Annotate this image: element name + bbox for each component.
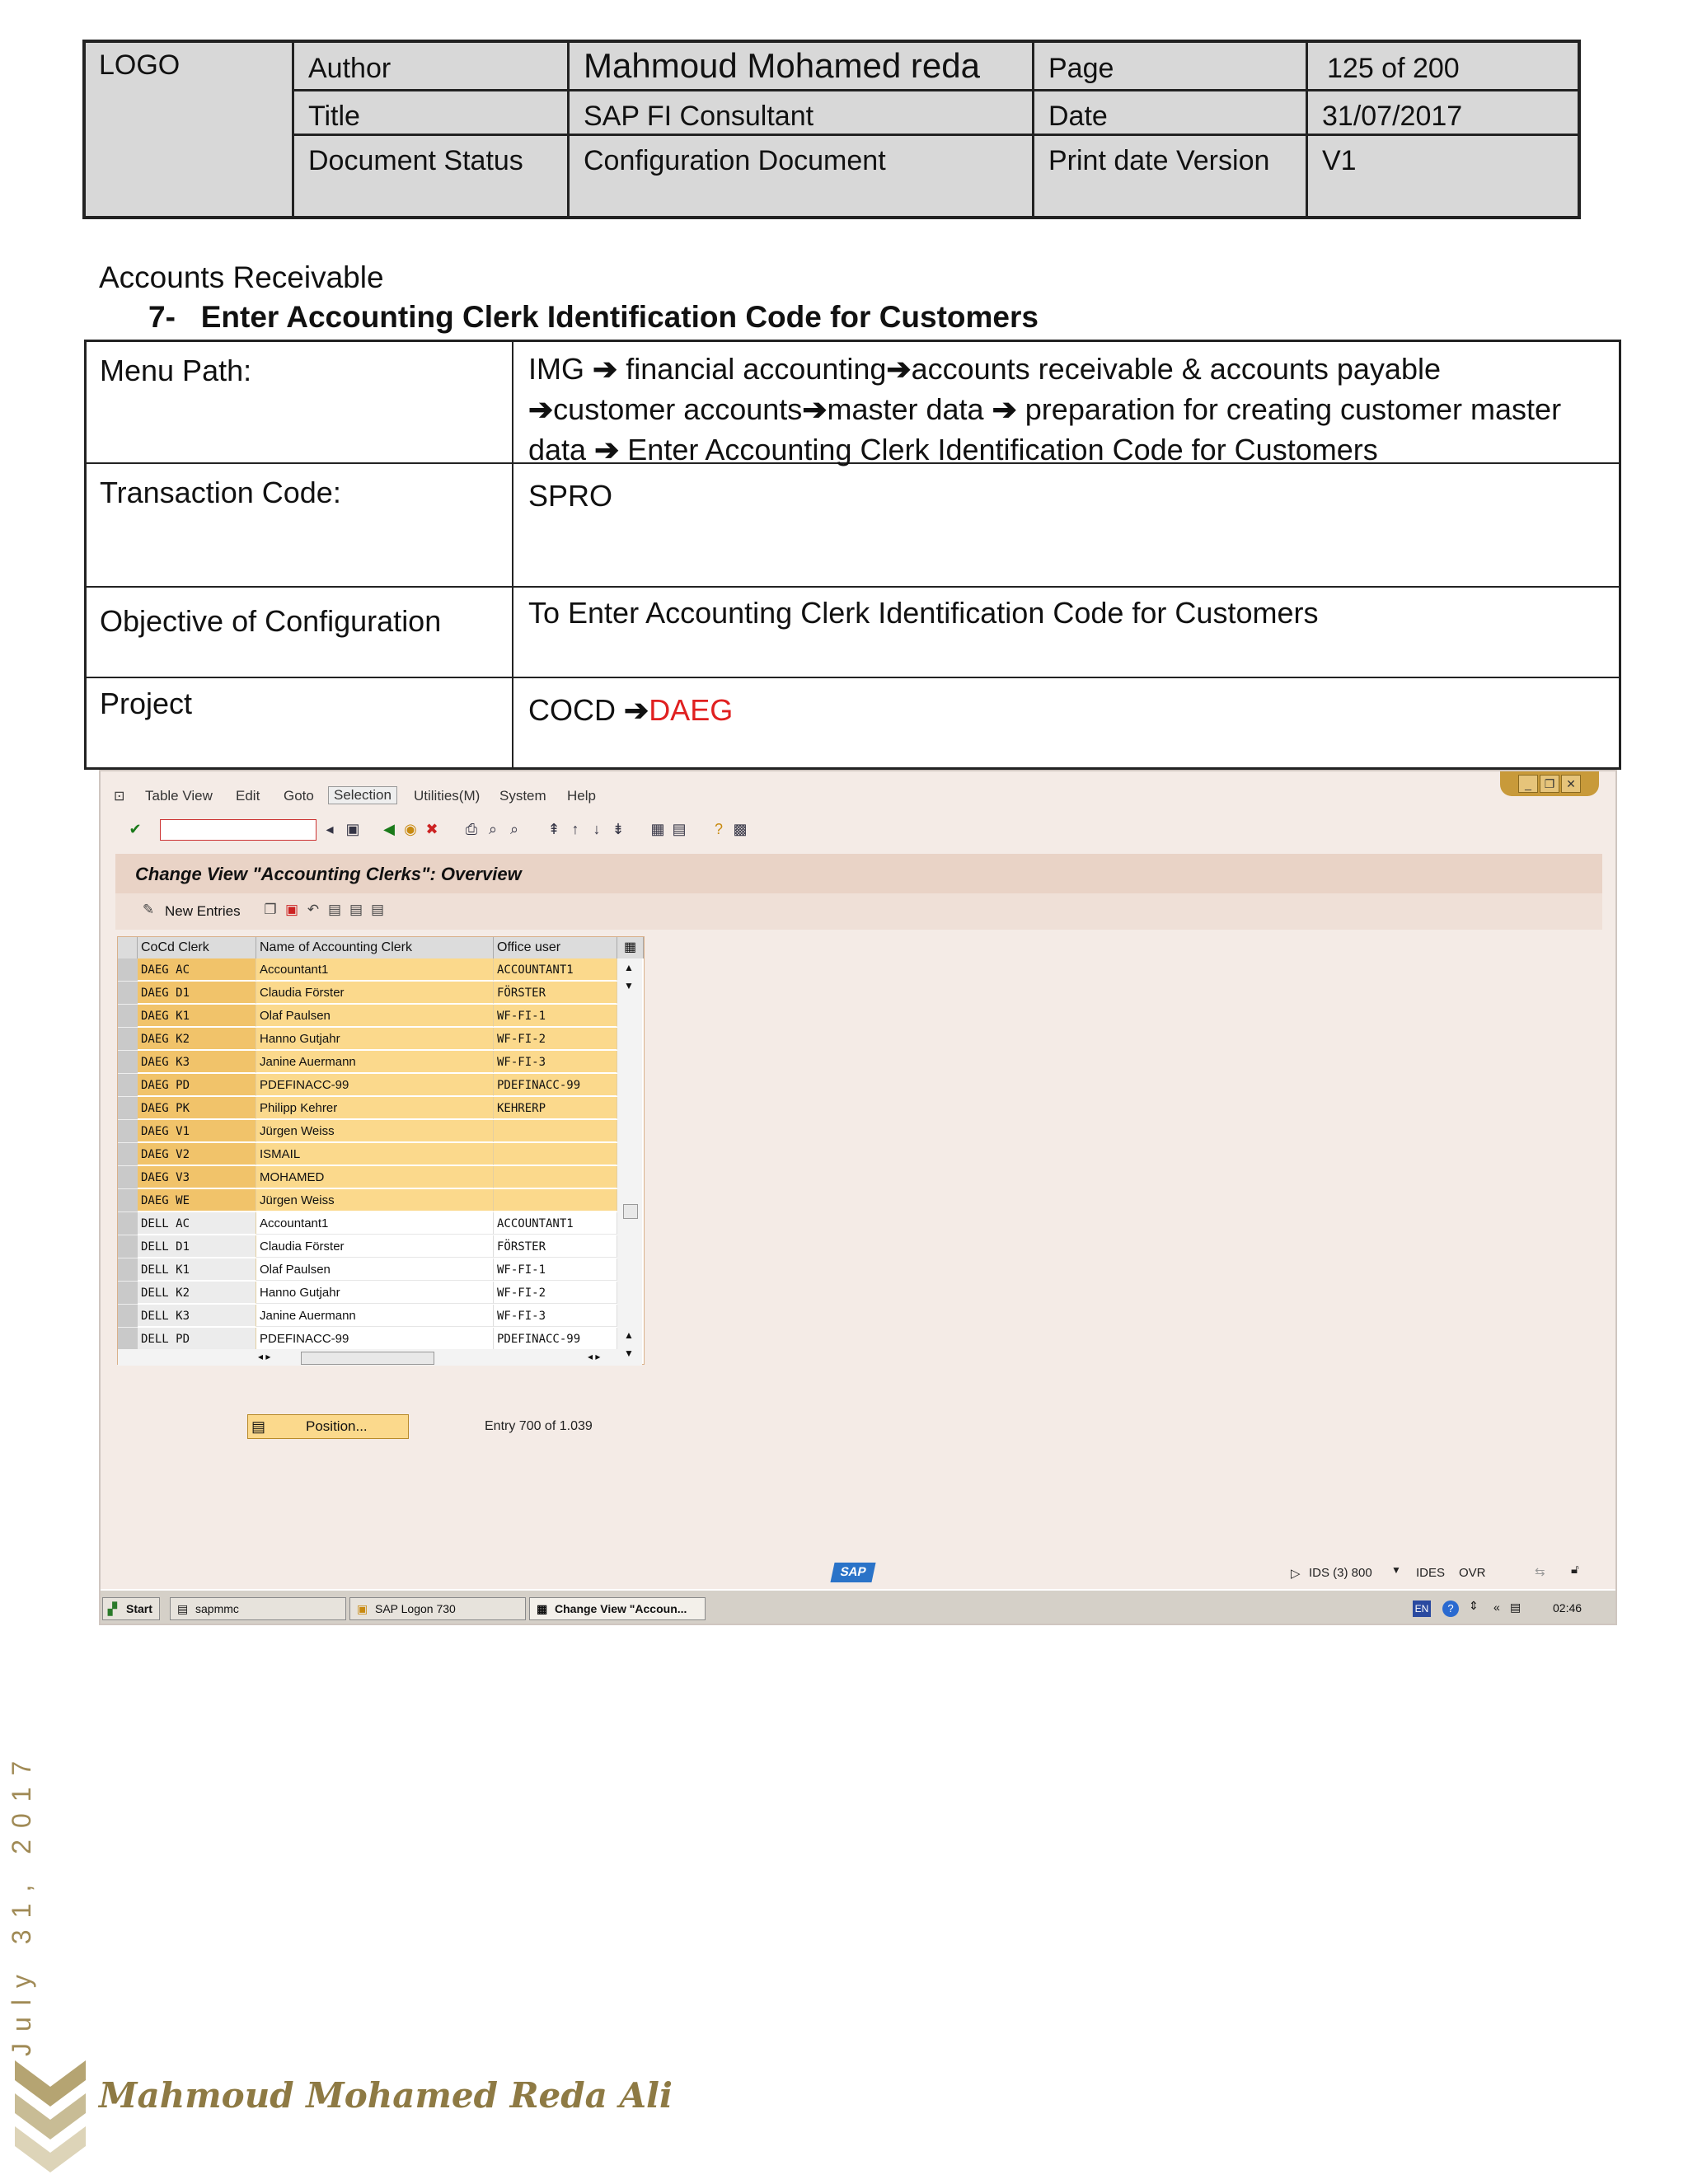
table-row[interactable] — [118, 1212, 617, 1235]
clock: 02:46 — [1553, 1601, 1582, 1615]
project-label: Project — [87, 678, 513, 767]
position-button[interactable]: ▤ Position... — [247, 1414, 409, 1439]
accounting-clerks-table — [117, 936, 645, 1365]
new-session-icon[interactable]: ▦ — [650, 821, 665, 837]
application-toolbar — [115, 893, 1602, 930]
find-icon[interactable]: ⌕ — [488, 821, 498, 837]
cell-name[interactable]: Accountant1 — [256, 958, 494, 981]
prev-page-icon[interactable]: ↑ — [571, 821, 579, 837]
cell-office-user[interactable]: WF-FI-2 — [494, 1282, 617, 1304]
taskbar-item-change-view[interactable]: ▦ Change View "Accoun... — [529, 1597, 706, 1620]
select-block-icon[interactable]: ▤ — [349, 902, 363, 917]
copy-icon[interactable]: ❐ — [264, 902, 277, 917]
minimize-icon[interactable]: _ — [1518, 775, 1538, 793]
edit-pencil-icon[interactable]: ✎ — [142, 902, 155, 917]
column-settings-icon[interactable]: ▦ — [617, 937, 644, 958]
cell-office-user[interactable]: WF-FI-1 — [494, 1258, 617, 1281]
section-title: Enter Accounting Clerk Identification Code for Customers — [200, 300, 1039, 334]
date-label: Date — [1048, 101, 1108, 132]
cell-cocd-clerk: DAEG PD — [138, 1074, 256, 1096]
menu-path-row — [87, 342, 1619, 464]
row-selector[interactable] — [118, 1189, 138, 1212]
status-mode: OVR — [1459, 1566, 1486, 1580]
row-selector[interactable] — [118, 1028, 138, 1051]
scroll-up-icon[interactable]: ▲ — [624, 962, 634, 973]
section-number: 7- — [148, 300, 176, 334]
app-icon: ▤ — [177, 1602, 189, 1615]
table-row[interactable] — [118, 1005, 617, 1028]
position-icon: ▤ — [251, 1418, 266, 1435]
cell-name[interactable]: PDEFINACC-99 — [256, 1328, 494, 1350]
status-host: IDES — [1416, 1566, 1446, 1580]
taskbar-item-sapmmc[interactable]: ▤ sapmmc — [170, 1597, 346, 1620]
h-scroll-thumb[interactable] — [301, 1352, 434, 1365]
project-row — [87, 678, 1619, 767]
cell-cocd-clerk: DAEG V1 — [138, 1120, 256, 1142]
sap-status-bar — [101, 1559, 1615, 1584]
table-row[interactable] — [118, 1282, 617, 1305]
document-header-table — [82, 40, 1581, 219]
cell-name[interactable]: Claudia Förster — [256, 982, 494, 1004]
cell-office-user[interactable] — [494, 1189, 617, 1212]
cell-name[interactable]: Hanno Gutjahr — [256, 1028, 494, 1050]
windows-taskbar — [101, 1589, 1615, 1625]
cell-office-user[interactable]: FÖRSTER — [494, 982, 617, 1004]
cell-cocd-clerk: DAEG WE — [138, 1189, 256, 1212]
cell-cocd-clerk: DAEG D1 — [138, 982, 256, 1004]
lock-icon[interactable]: 🔓︎ — [1571, 1563, 1579, 1577]
cell-cocd-clerk: DELL PD — [138, 1328, 256, 1350]
new-entries-button[interactable]: New Entries — [165, 903, 241, 919]
project-target: DAEG — [649, 693, 734, 727]
status-label: Document Status — [308, 145, 523, 176]
status-system: IDS (3) 800 — [1309, 1566, 1372, 1580]
row-selector[interactable] — [118, 982, 138, 1005]
scroll-left-icon[interactable]: ◂ ▸ — [258, 1351, 271, 1362]
cell-office-user[interactable]: ACCOUNTANT1 — [494, 1212, 617, 1235]
menu-edit[interactable]: Edit — [236, 788, 260, 804]
cell-name[interactable]: PDEFINACC-99 — [256, 1074, 494, 1096]
table-row[interactable] — [118, 1166, 617, 1189]
table-row[interactable] — [118, 1120, 617, 1143]
tray-expand-icon[interactable]: « — [1493, 1601, 1500, 1614]
cell-office-user[interactable] — [494, 1120, 617, 1142]
arrow-right-icon: ➔ — [624, 693, 649, 727]
screen-title: Change View "Accounting Clerks": Overview — [135, 864, 522, 884]
cell-name[interactable]: Janine Auermann — [256, 1051, 494, 1073]
title-value: SAP FI Consultant — [584, 101, 814, 132]
row-selector[interactable] — [118, 1166, 138, 1189]
menu-help[interactable]: Help — [567, 788, 596, 804]
arrow-right-icon: ➔ — [886, 352, 912, 386]
table-row[interactable] — [118, 1143, 617, 1166]
sap-menubar — [101, 771, 1615, 804]
cell-name[interactable]: Olaf Paulsen — [256, 1258, 494, 1281]
project-value: COCD ➔DAEG — [528, 693, 734, 727]
cell-name[interactable]: Jürgen Weiss — [256, 1189, 494, 1212]
back-icon[interactable]: ◀ — [383, 821, 395, 837]
objective-row — [87, 588, 1619, 678]
cell-office-user[interactable]: PDEFINACC-99 — [494, 1074, 617, 1096]
date-value: 31/07/2017 — [1322, 101, 1463, 132]
menu-system[interactable]: System — [499, 788, 546, 804]
cell-name[interactable]: ISMAIL — [256, 1143, 494, 1165]
cell-office-user[interactable]: ACCOUNTANT1 — [494, 958, 617, 981]
cell-cocd-clerk: DAEG K1 — [138, 1005, 256, 1027]
section-heading — [148, 300, 1039, 335]
status-value: Configuration Document — [584, 145, 886, 176]
exit-icon[interactable]: ◉ — [404, 821, 417, 837]
row-selector[interactable] — [118, 1074, 138, 1097]
page-label: Page — [1048, 53, 1114, 84]
chevron-decoration-icon — [15, 2060, 86, 2176]
delete-icon[interactable]: ▣ — [284, 902, 299, 917]
table-row[interactable] — [118, 1097, 617, 1120]
menu-table-view[interactable]: Table View — [145, 788, 213, 804]
cell-office-user[interactable]: WF-FI-3 — [494, 1305, 617, 1327]
transaction-label: Transaction Code: — [87, 464, 513, 586]
scroll-up-icon[interactable]: ▲ — [624, 1329, 634, 1341]
save-icon[interactable]: ▣ — [345, 821, 360, 837]
row-selector[interactable] — [118, 1051, 138, 1074]
cancel-icon[interactable]: ✖ — [425, 821, 438, 837]
next-page-icon[interactable]: ↓ — [593, 821, 601, 837]
menu-goto[interactable]: Goto — [284, 788, 314, 804]
cell-office-user[interactable]: KEHRERP — [494, 1097, 617, 1119]
row-selector[interactable] — [118, 1328, 138, 1351]
cell-office-user[interactable] — [494, 1166, 617, 1188]
table-row[interactable] — [118, 982, 617, 1005]
transaction-row — [87, 464, 1619, 588]
table-row[interactable] — [118, 1235, 617, 1258]
taskbar-item-sap-logon[interactable]: ▣ SAP Logon 730 — [349, 1597, 526, 1620]
cell-cocd-clerk: DAEG AC — [138, 958, 256, 981]
cell-cocd-clerk: DELL K1 — [138, 1258, 256, 1281]
arrow-right-icon: ➔ — [594, 433, 620, 466]
app-icon: ▣ — [357, 1602, 368, 1615]
menu-utilities[interactable]: Utilities(M) — [414, 788, 481, 804]
layout-menu-icon[interactable]: ▩ — [733, 821, 748, 837]
arrow-right-icon: ➔ — [802, 392, 828, 426]
first-page-icon[interactable]: ⇞ — [547, 821, 560, 837]
cell-cocd-clerk: DELL D1 — [138, 1235, 256, 1258]
window-controls — [1500, 771, 1599, 796]
network-icon[interactable]: ▤ — [1510, 1601, 1522, 1614]
column-header-cocd-clerk[interactable]: CoCd Clerk — [138, 937, 256, 958]
windows-logo-icon: ▞ — [108, 1602, 117, 1615]
table-row[interactable] — [118, 1028, 617, 1051]
page-value: 125 of 200 — [1327, 53, 1460, 84]
screen-title-bar — [115, 854, 1602, 894]
entry-count: Entry 700 of 1.039 — [485, 1419, 593, 1433]
cell-name[interactable]: Olaf Paulsen — [256, 1005, 494, 1027]
cell-name[interactable]: Janine Auermann — [256, 1305, 494, 1327]
menu-icon[interactable]: ⊡ — [114, 790, 125, 804]
history-dropdown-icon[interactable]: ◂ — [326, 821, 334, 837]
command-field[interactable] — [160, 819, 316, 841]
cell-name[interactable]: Philipp Kehrer — [256, 1097, 494, 1119]
tray-icon[interactable]: ⇕ — [1469, 1599, 1479, 1612]
row-selector[interactable] — [118, 958, 138, 982]
shortcut-icon[interactable]: ▤ — [672, 821, 687, 837]
sap-window — [99, 770, 1617, 1625]
vertical-scrollbar[interactable] — [617, 958, 642, 1366]
objective-value: To Enter Accounting Clerk Identification Code for Customers — [528, 596, 1319, 630]
print-icon[interactable]: ⎙ — [465, 821, 478, 837]
print-value: V1 — [1322, 145, 1357, 176]
cell-cocd-clerk: DAEG PK — [138, 1097, 256, 1119]
status-expand-icon[interactable]: ▷ — [1291, 1567, 1301, 1581]
section-label: Accounts Receivable — [99, 260, 384, 294]
arrow-right-icon: ➔ — [528, 392, 554, 426]
app-icon: ▦ — [537, 1602, 548, 1615]
status-dropdown-icon[interactable]: ▼ — [1391, 1564, 1401, 1576]
select-all-icon[interactable]: ▤ — [327, 902, 342, 917]
close-icon[interactable]: ✕ — [1561, 775, 1581, 793]
menu-path-value: IMG ➔ financial accounting➔accounts receivable & accounts payable ➔customer accounts➔master data ➔ preparation for creating customer master data ➔ Enter Accounting Clerk Identification Code for Customers — [528, 352, 1562, 466]
help-icon[interactable]: ? — [714, 821, 723, 837]
author-label: Author — [308, 53, 392, 84]
cell-name[interactable]: Accountant1 — [256, 1212, 494, 1235]
author-value: Mahmoud Mohamed reda — [584, 46, 980, 85]
footer-signature: Mahmoud Mohamed Reda Ali — [99, 2075, 673, 2116]
scroll-down-icon[interactable]: ▼ — [624, 1347, 634, 1359]
cell-name[interactable]: Claudia Förster — [256, 1235, 494, 1258]
row-selector[interactable] — [118, 1305, 138, 1328]
row-selector[interactable] — [118, 1005, 138, 1028]
table-row[interactable] — [118, 1051, 617, 1074]
undo-icon[interactable]: ↶ — [307, 902, 320, 917]
table-row[interactable] — [118, 1189, 617, 1212]
row-selector[interactable] — [118, 1282, 138, 1305]
status-connection-icon: ⇆ — [1535, 1565, 1545, 1579]
cell-office-user[interactable]: WF-FI-3 — [494, 1051, 617, 1073]
cell-cocd-clerk: DELL K2 — [138, 1282, 256, 1304]
table-row[interactable] — [118, 1305, 617, 1328]
row-selector[interactable] — [118, 1212, 138, 1235]
cell-cocd-clerk: DAEG K2 — [138, 1028, 256, 1050]
cell-name[interactable]: MOHAMED — [256, 1166, 494, 1188]
last-page-icon[interactable]: ⇟ — [612, 821, 625, 837]
transaction-value: SPRO — [528, 479, 613, 513]
cell-office-user[interactable]: WF-FI-2 — [494, 1028, 617, 1050]
table-row[interactable] — [118, 1074, 617, 1097]
row-selector[interactable] — [118, 1258, 138, 1282]
table-row[interactable] — [118, 1328, 617, 1351]
cell-office-user[interactable]: WF-FI-1 — [494, 1005, 617, 1027]
scroll-down-icon[interactable]: ▼ — [624, 980, 634, 991]
cell-cocd-clerk: DAEG K3 — [138, 1051, 256, 1073]
title-label: Title — [308, 101, 360, 132]
cell-cocd-clerk: DAEG V3 — [138, 1166, 256, 1188]
menu-selection[interactable]: Selection — [328, 786, 397, 804]
scroll-thumb[interactable] — [623, 1204, 638, 1219]
language-indicator[interactable]: EN — [1413, 1601, 1431, 1617]
column-header-office-user[interactable]: Office user — [494, 937, 617, 958]
start-button[interactable]: ▞ Start — [102, 1597, 160, 1620]
cell-office-user[interactable] — [494, 1143, 617, 1165]
objective-label: Objective of Configuration — [87, 588, 513, 677]
sap-logo: SAP — [830, 1563, 875, 1582]
cell-cocd-clerk: DAEG V2 — [138, 1143, 256, 1165]
restore-icon[interactable]: ❐ — [1540, 775, 1559, 793]
cell-office-user[interactable]: FÖRSTER — [494, 1235, 617, 1258]
print-label: Print date Version — [1048, 145, 1270, 176]
arrow-right-icon: ➔ — [593, 352, 618, 386]
cell-cocd-clerk: DELL AC — [138, 1212, 256, 1235]
row-selector[interactable] — [118, 1120, 138, 1143]
configuration-info-table — [84, 340, 1621, 770]
cell-cocd-clerk: DELL K3 — [138, 1305, 256, 1327]
menu-path-label: Menu Path: — [87, 342, 513, 462]
footer-date: July 31, 2017 — [7, 1749, 36, 2056]
row-selector[interactable] — [118, 1097, 138, 1120]
help-icon[interactable]: ? — [1442, 1601, 1459, 1617]
header-logo: LOGO — [99, 49, 181, 81]
deselect-all-icon[interactable]: ▤ — [370, 902, 385, 917]
cell-name[interactable]: Hanno Gutjahr — [256, 1282, 494, 1304]
horizontal-scrollbar[interactable] — [118, 1349, 617, 1366]
column-header-name[interactable]: Name of Accounting Clerk — [256, 937, 494, 958]
arrow-right-icon: ➔ — [992, 392, 1017, 426]
find-next-icon[interactable]: ⌕ — [509, 821, 519, 837]
table-row[interactable] — [118, 958, 617, 982]
scroll-right-icon[interactable]: ◂ ▸ — [588, 1351, 601, 1362]
row-selector[interactable] — [118, 1235, 138, 1258]
enter-check-icon[interactable]: ✔ — [129, 821, 142, 837]
cell-office-user[interactable]: PDEFINACC-99 — [494, 1328, 617, 1350]
row-selector[interactable] — [118, 1143, 138, 1166]
table-row[interactable] — [118, 1258, 617, 1282]
cell-name[interactable]: Jürgen Weiss — [256, 1120, 494, 1142]
